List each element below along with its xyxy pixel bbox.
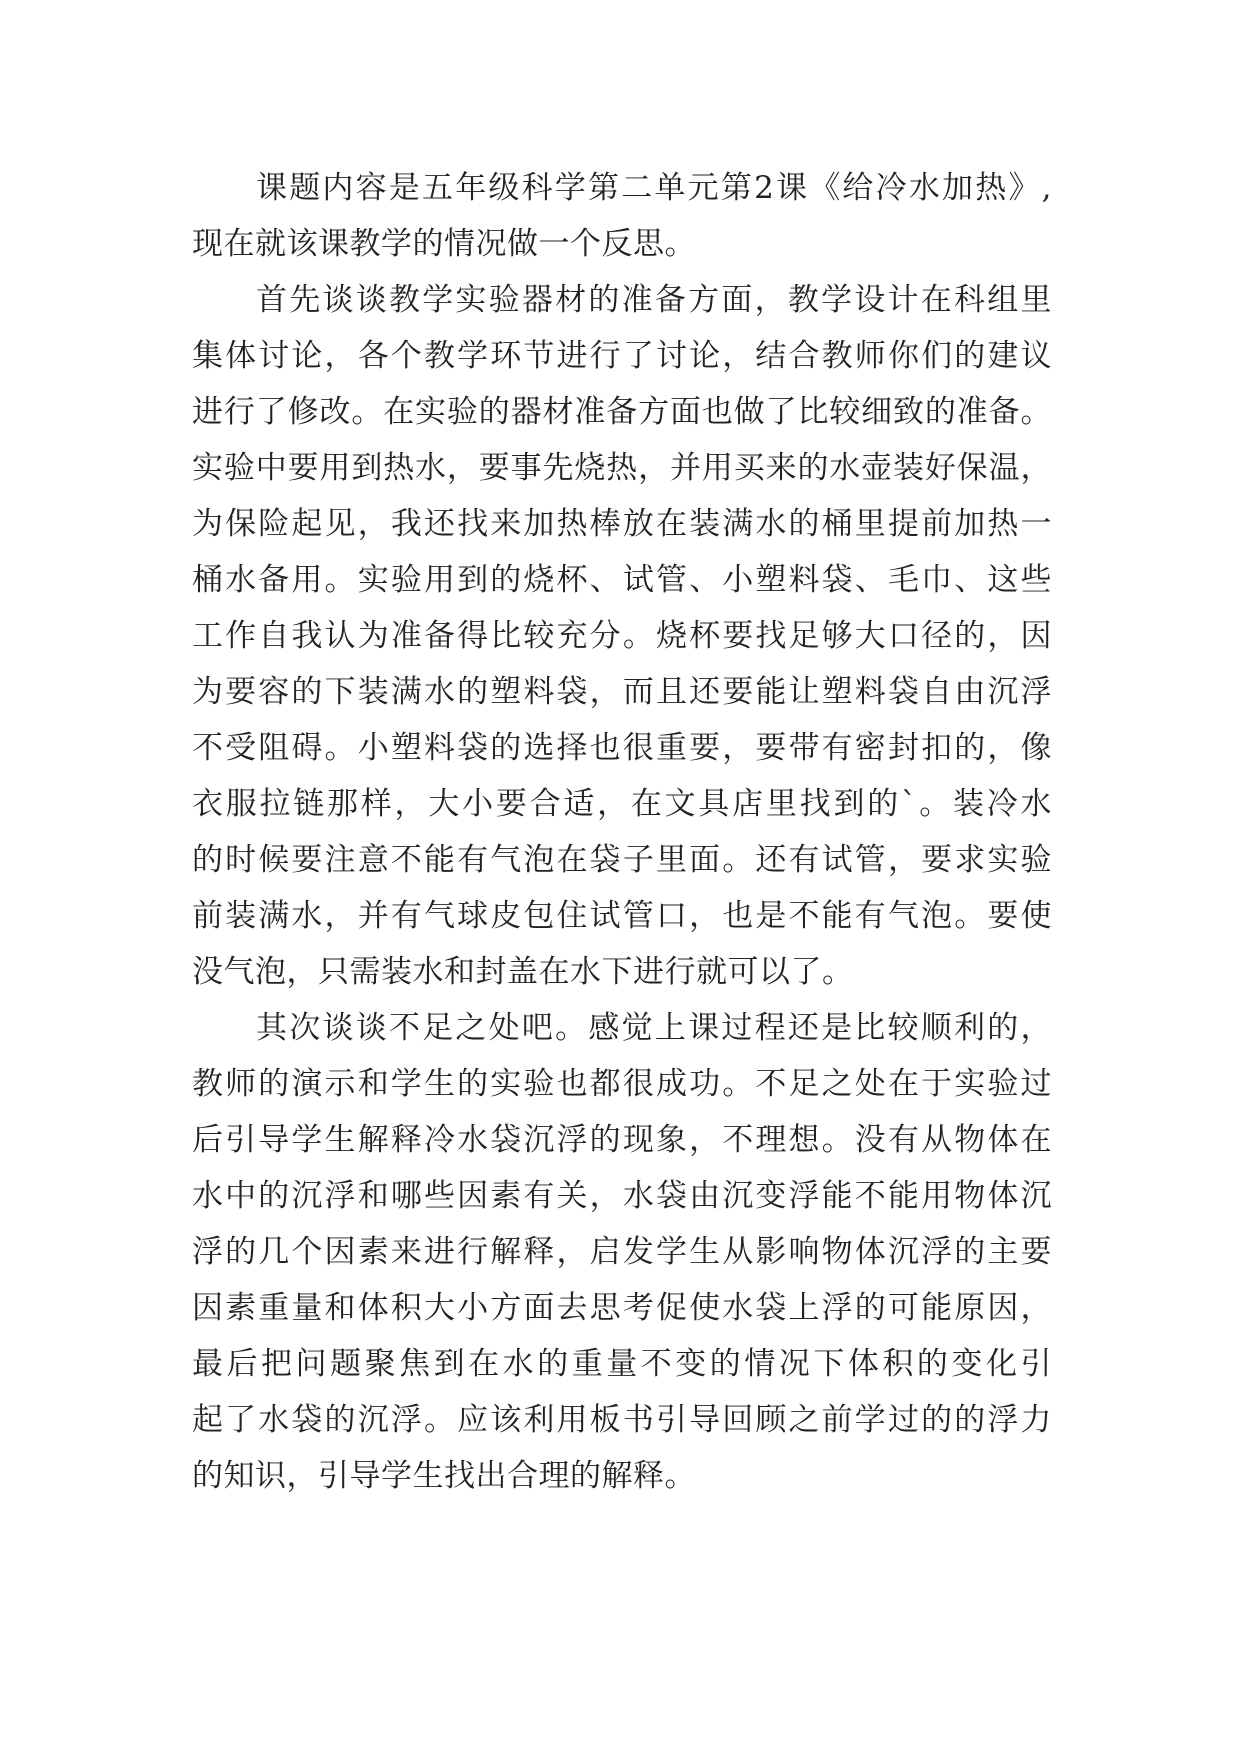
text-line: 为保险起见，我还找来加热棒放在装满水的桶里提前加热一 [192, 506, 1052, 542]
text-line: 集体讨论，各个教学环节进行了讨论，结合教师你们的建议 [192, 338, 1052, 374]
text-line: 的知识，引导学生找出合理的解释。 [192, 1458, 696, 1494]
text-line: 起了水袋的沉浮。应该利用板书引导回顾之前学过的的浮力 [192, 1402, 1052, 1438]
text-line: 桶水备用。实验用到的烧杯、试管、小塑料袋、毛巾、这些 [192, 562, 1052, 598]
text-line: 实验中要用到热水，要事先烧热，并用买来的水壶装好保温， [192, 450, 1052, 486]
text-line: 现在就该课教学的情况做一个反思。 [192, 226, 696, 262]
text-line: 不受阻碍。小塑料袋的选择也很重要，要带有密封扣的，像 [192, 730, 1052, 766]
text-line: 水中的沉浮和哪些因素有关，水袋由沉变浮能不能用物体沉 [192, 1178, 1052, 1214]
text-line: 其次谈谈不足之处吧。感觉上课过程还是比较顺利的， [256, 1010, 1052, 1046]
text-line: 为要容的下装满水的塑料袋，而且还要能让塑料袋自由沉浮 [192, 674, 1052, 710]
text-line: 前装满水，并有气球皮包住试管口，也是不能有气泡。要使 [192, 898, 1052, 934]
document-body [192, 160, 1052, 1504]
text-line: 进行了修改。在实验的器材准备方面也做了比较细致的准备。 [192, 394, 1052, 430]
paragraph-intro [192, 160, 1052, 272]
text-line: 工作自我认为准备得比较充分。烧杯要找足够大口径的，因 [192, 618, 1052, 654]
paragraph-preparation [192, 272, 1052, 1000]
text-line: 没气泡，只需装水和封盖在水下进行就可以了。 [192, 954, 854, 990]
text-line: 因素重量和体积大小方面去思考促使水袋上浮的可能原因， [192, 1290, 1052, 1326]
text-line: 浮的几个因素来进行解释，启发学生从影响物体沉浮的主要 [192, 1234, 1052, 1270]
text-line: 教师的演示和学生的实验也都很成功。不足之处在于实验过 [192, 1066, 1052, 1102]
text-line: 最后把问题聚焦到在水的重量不变的情况下体积的变化引 [192, 1346, 1052, 1382]
text-line: 衣服拉链那样，大小要合适，在文具店里找到的`。装冷水 [192, 786, 1052, 822]
text-line: 首先谈谈教学实验器材的准备方面，教学设计在科组里 [256, 282, 1052, 318]
text-line: 后引导学生解释冷水袋沉浮的现象，不理想。没有从物体在 [192, 1122, 1052, 1158]
paragraph-shortcomings [192, 1000, 1052, 1504]
text-line: 课题内容是五年级科学第二单元第2课《给冷水加热》, [256, 170, 1052, 206]
text-line: 的时候要注意不能有气泡在袋子里面。还有试管，要求实验 [192, 842, 1052, 878]
